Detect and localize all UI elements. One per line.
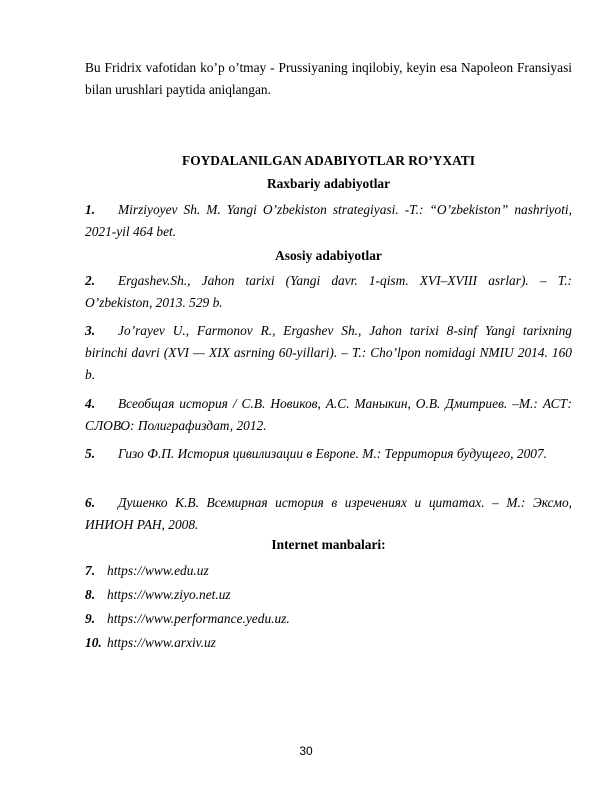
reference-text: Ergashev.Sh., Jahon tarixi (Yangi davr. 1-qism. XVI–XVIII asrlar). – T.: O’zbekiston, 2013. 529 b. [85,273,572,310]
source-number: 8. [85,587,96,602]
source-url[interactable]: https://www.performance.yedu.uz. [107,611,290,626]
section-heading-internet: Internet manbalari: [271,537,386,552]
reference-text: Всеобщая история / С.В. Новиков, А.С. Маныкин, О.В. Дмитриев. –М.: АСТ: СЛОВО: Полиграфиздат, 2012. [85,396,572,433]
source-url[interactable]: https://www.arxiv.uz [107,635,216,650]
source-url[interactable]: https://www.edu.uz [107,563,209,578]
reference-item [85,393,572,437]
internet-source-item [85,608,572,630]
source-number: 10. [85,635,102,650]
source-number: 7. [85,563,96,578]
reference-item [85,199,572,243]
reference-number: 6. [85,495,96,510]
page-number: 30 [299,744,313,758]
reference-number: 3. [85,323,96,338]
section-heading-asosiy: Asosiy adabiyotlar [275,248,382,263]
reference-number: 1. [85,202,96,217]
internet-source-item [85,560,572,582]
reference-text: Mirziyoyev Sh. M. Yangi O’zbekiston strategiyasi. -T.: “O’zbekiston” nashriyoti, 2021-yil 464 bet. [85,202,572,239]
reference-item [85,443,572,465]
reference-text: Гизо Ф.П. История цивилизации в Европе. М.: Территория будущего, 2007. [118,446,547,461]
reference-number: 4. [85,396,96,411]
reference-item [85,492,572,536]
source-url[interactable]: https://www.ziyo.net.uz [107,587,231,602]
reference-item [85,270,572,314]
internet-source-item [85,584,572,606]
reference-number: 2. [85,273,96,288]
bibliography-title: FOYDALANILGAN ADABIYOTLAR RO’YXATI [182,153,475,168]
source-number: 9. [85,611,96,626]
reference-text: Душенко К.В. Всемирная история в изречениях и цитатах. – М.: Эксмо, ИНИОН РАН, 2008. [85,495,572,532]
section-heading-raxbariy: Raxbariy adabiyotlar [266,176,391,191]
reference-item [85,320,572,386]
intro-paragraph: Bu Fridrix vafotidan ko’p o’tmay - Prussiyaning inqilobiy, keyin esa Napoleon Fransiyasi bilan urushlari paytida aniqlangan. [85,60,572,97]
reference-number: 5. [85,446,96,461]
internet-source-item [85,632,572,654]
reference-text: Jo’rayev U., Farmonov R., Ergashev Sh., Jahon tarixi 8-sinf Yangi tarixning birinchi davri (XVI — XIX asrning 60-yillari). – T.: Cho’lpon nomidagi NMIU 2014. 160 b. [85,323,572,382]
